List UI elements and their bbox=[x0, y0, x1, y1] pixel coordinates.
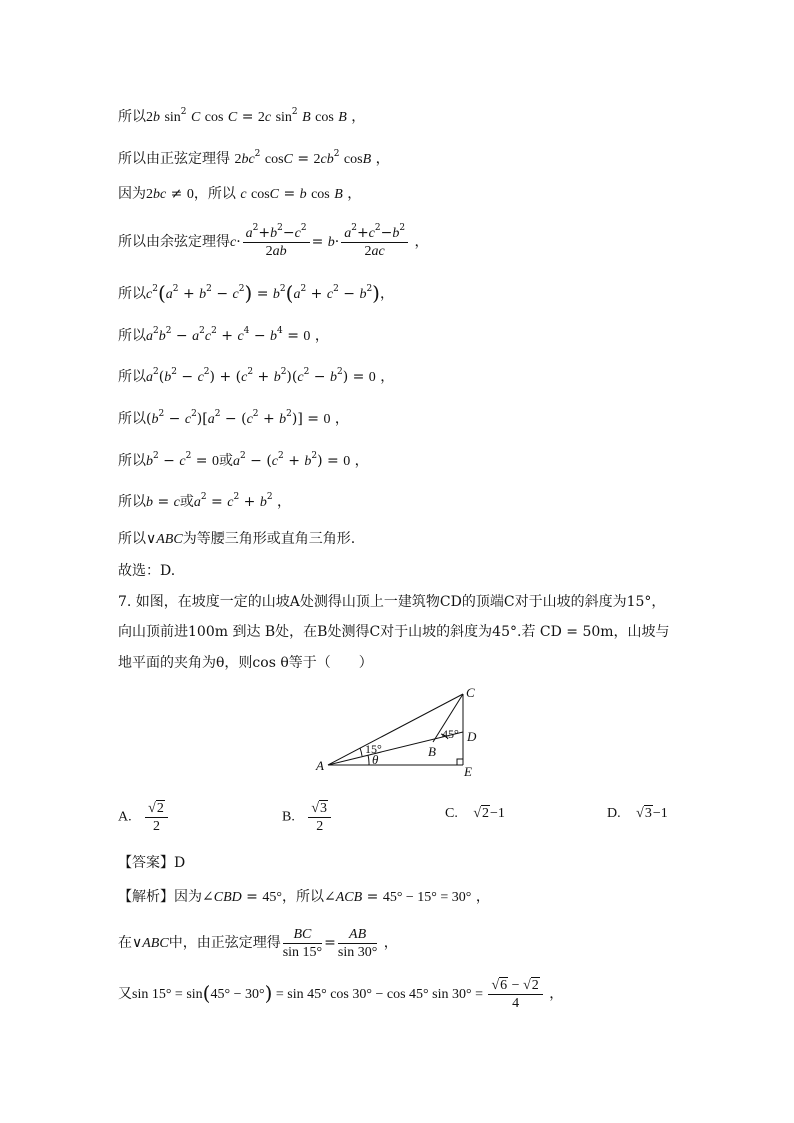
answer: 【答案】D bbox=[118, 855, 186, 871]
angle-arc-theta bbox=[368, 755, 369, 765]
step-2: 所以由正弦定理得 $2bc^2$ $\cos C = 2cb^2$ cosB ， bbox=[118, 149, 390, 167]
step-10: 所以b = c或$a^2 = c^2 + b^2$ ， bbox=[118, 492, 292, 510]
question-7-line-2: 向山顶前进100m 到达 B处，在B处测得C对于山坡的斜度为45°.若 CD = 50m，山坡与 bbox=[118, 624, 670, 640]
label-A: A bbox=[316, 758, 324, 773]
step-1: 所以2b $\sin^2 C$ cos C = 2c $\sin^2 B$ cos B ， bbox=[118, 107, 366, 125]
right-angle-mark bbox=[457, 759, 463, 765]
analysis-line-1: 【解析】因为∠CBD = 45°，所以∠ACB = 45° − 15° = 30° ， bbox=[118, 889, 490, 905]
label-B: B bbox=[428, 744, 436, 759]
label-15-degrees: 15° bbox=[365, 742, 382, 756]
option-c[interactable]: C. √2−1 bbox=[445, 806, 505, 821]
angle-arc-15 bbox=[360, 748, 362, 756]
option-b[interactable]: B. $\frac{√3}{2}$ bbox=[282, 800, 333, 835]
label-E: E bbox=[464, 764, 472, 776]
analysis-line-2: 在∨ABC中，由正弦定理得 $\frac{BC}{\sin 15^\circ}$ = $\frac{AB}{\sin 30^\circ}$ ， bbox=[118, 926, 398, 960]
step-7: 所以$a^2(b^2 - c^2) + (c^2 + b^2)(c^2 - b^2) = 0$ ， bbox=[118, 367, 395, 385]
step-11: 所以∨ABC为等腰三角形或直角三角形. bbox=[118, 531, 356, 547]
label-45-degrees: 45° bbox=[442, 727, 459, 741]
slope-diagram bbox=[310, 684, 490, 776]
step-4: 所以由余弦定理得c· $\frac{a^2+b^2-c^2}{2ab}$ = b· $\frac{a^2+c^2-b^2}{2ac}$ ， bbox=[118, 222, 429, 259]
final-choice: 故选：D. bbox=[118, 563, 176, 579]
analysis-line-3: 又sin 15° = sin(45° − 30°) = sin 45° cos 30° − cos 45° sin 30° = $\frac{√6 - √2}{4}$ ， bbox=[118, 977, 564, 1011]
option-d[interactable]: D. √3−1 bbox=[607, 806, 668, 821]
step-9: 所以$b^2 - c^2 = 0$或$a^2 - (c^2 + b^2) = 0$ ， bbox=[118, 451, 369, 469]
label-C: C bbox=[466, 685, 475, 700]
option-a[interactable]: A. $\frac{√2}{2}$ bbox=[118, 800, 170, 835]
step-6: 所以$a^2b^2 - a^2c^2 + c^4 - b^4 = 0$ ， bbox=[118, 326, 329, 344]
step-3: 因为2bc ≠ 0，所以 c cosC = b cos B ， bbox=[118, 186, 362, 202]
question-7-line-1: 7. 如图，在坡度一定的山坡A处测得山顶上一建筑物CD的顶端C对于山坡的斜度为15°， bbox=[118, 594, 666, 610]
question-7-line-3: 地平面的夹角为θ，则cos θ等于（ ） bbox=[118, 655, 373, 671]
step-5: 所以$c^2(a^2 + b^2 - c^2) = b^2(a^2 + c^2 - b^2)$， bbox=[118, 281, 394, 305]
label-theta: θ bbox=[372, 752, 379, 767]
label-D: D bbox=[467, 729, 477, 744]
step-8: 所以$(b^2 - c^2)[a^2 - (c^2 + b^2)] = 0$ ， bbox=[118, 409, 349, 427]
